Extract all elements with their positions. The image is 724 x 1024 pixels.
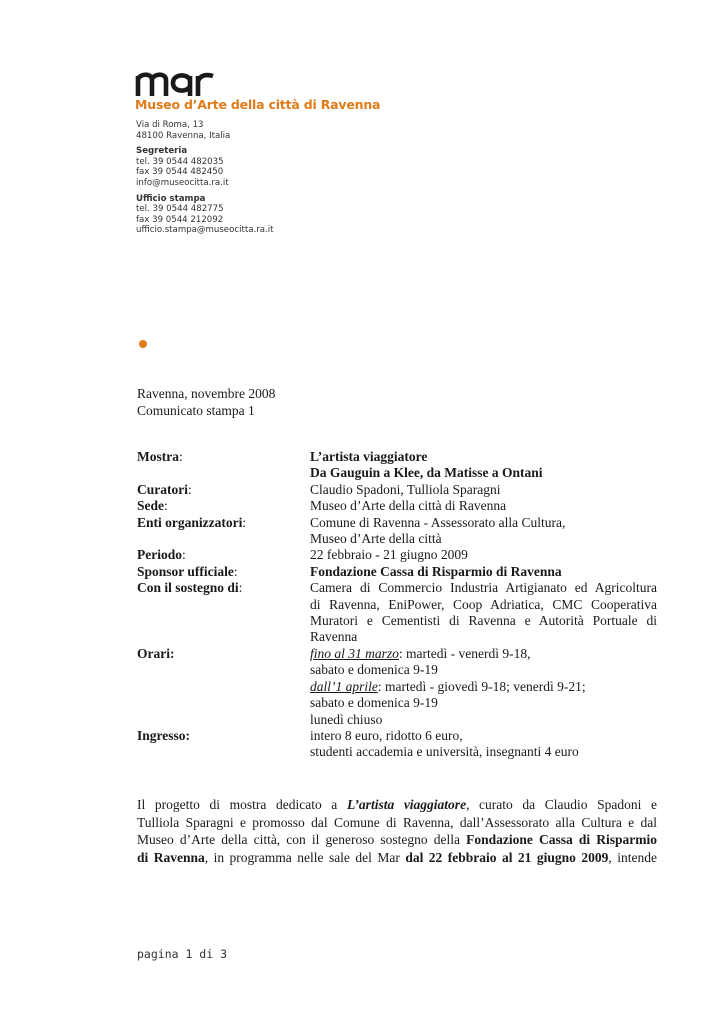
info-row-sede: Sede: Museo d’Arte della città di Ravenna (137, 498, 657, 514)
body-paragraph (137, 796, 657, 866)
orari-closed-day: lunedì chiuso (310, 711, 383, 727)
body-text: , curato da Claudio Spadoni e (466, 797, 658, 812)
info-row-mostra: Mostra: L’artista viaggiatore Da Gauguin a Klee, da Matisse a Ontani (137, 449, 657, 482)
enti-label: Enti organizzatori (137, 514, 243, 530)
info-row-ingresso (137, 728, 657, 761)
ufficio-stampa-email: ufficio.stampa@museocitta.ra.it (136, 225, 274, 236)
ufficio-stampa-phone: tel. 39 0544 482775 (136, 204, 224, 215)
place-date: Ravenna, novembre 2008 (137, 386, 276, 401)
curatori-value: Claudio Spadoni, Tulliola Sparagni (310, 481, 501, 497)
sostegno-line: Muratori e Cementisti di Ravenna e Autorità Portuale di (310, 613, 657, 629)
segreteria-title: Segreteria (136, 146, 188, 157)
segreteria-email: info@museocitta.ra.it (136, 177, 229, 188)
orari-period-1: fino al 31 marzo (310, 645, 399, 661)
sponsor-inline: Fondazione Cassa di Risparmio (466, 832, 657, 848)
info-row-sponsor: Sponsor ufficiale: Fondazione Cassa di Risparmio di Ravenna (137, 564, 657, 580)
body-text: Museo d’Arte della città, con il generoso sostegno della (137, 832, 467, 848)
orari-period-2-weekend: sabato e domenica 9-19 (310, 695, 438, 711)
info-row-orari (137, 646, 657, 728)
orari-period-2: dall’1 aprile (310, 678, 378, 694)
orari-period-1-weekend: sabato e domenica 9-19 (310, 662, 438, 678)
sostegno-label: Con il sostegno di (137, 580, 239, 596)
mostra-label: Mostra (137, 449, 179, 464)
segreteria-phone: tel. 39 0544 482035 (136, 156, 224, 167)
info-row-curatori: Curatori: Claudio Spadoni, Tulliola Sparagni (137, 482, 657, 498)
ufficio-stampa-title: Ufficio stampa (136, 193, 206, 204)
mar-logo-mark (135, 66, 217, 98)
address-line: Via di Roma, 13 (136, 120, 204, 130)
page-number: pagina 1 di 3 (137, 947, 228, 961)
sede-value: Museo d’Arte della città di Ravenna (310, 498, 507, 514)
body-text: , intende (608, 849, 657, 865)
sponsor-label: Sponsor ufficiale (137, 563, 234, 579)
dates-inline: dal 22 febbraio al 21 giugno 2009 (405, 849, 609, 865)
info-row-enti: Enti organizzatori: Comune di Ravenna - Assessorato alla Cultura, Museo d’Arte della città (137, 515, 657, 548)
orari-period-2-hours: : martedì - giovedì 9-18; venerdì 9-21; (377, 678, 586, 694)
sostegno-line: di Ravenna, EniPower, Coop Adriatica, CMC Cooperativa (310, 596, 657, 612)
periodo-value: 22 febbraio - 21 giugno 2009 (310, 547, 468, 563)
enti-line: Museo d’Arte della città (310, 531, 442, 547)
sostegno-line: Ravenna (310, 629, 358, 645)
release-number: Comunicato stampa 1 (137, 403, 255, 418)
orari-label: Orari: (137, 645, 175, 661)
info-row-periodo: Periodo: 22 febbraio - 21 giugno 2009 (137, 547, 657, 563)
mar-logo (135, 66, 217, 98)
exhibition-subtitle: Da Gauguin a Klee, da Matisse a Ontani (310, 465, 543, 481)
info-row-sostegno: Con il sostegno di: Camera di Commercio Industria Artigianato ed Agricoltura di Ravenna, EniPower, Coop Adriatica, CMC Cooperativa Muratori e Cementisti di Ravenna e Autorità Portuale di Ravenna (137, 580, 657, 645)
ingresso-line: intero 8 euro, ridotto 6 euro, (310, 727, 463, 743)
exhibition-title: L’artista viaggiatore (310, 449, 428, 464)
orange-bullet-decoration (139, 340, 147, 348)
body-text: Tulliola Sparagni e promosso dal Comune di Ravenna, dall’Assessorato alla Cultura e dal (137, 814, 657, 830)
contact-block (136, 120, 273, 236)
ufficio-stampa-fax: fax 39 0544 212092 (136, 214, 224, 225)
museum-name: Museo d’Arte della città di Ravenna (135, 97, 381, 112)
segreteria-fax: fax 39 0544 482450 (136, 167, 224, 178)
sede-label: Sede (137, 498, 164, 514)
sponsor-inline: di Ravenna (137, 849, 205, 865)
address-line: 48100 Ravenna, Italia (136, 130, 231, 141)
sostegno-line: Camera di Commercio Industria Artigianato ed Agricoltura (310, 580, 657, 596)
dateline (137, 385, 275, 419)
periodo-label: Periodo (137, 547, 182, 563)
body-text: Il progetto di mostra dedicato a (137, 797, 347, 812)
ingresso-line: studenti accademia e università, insegnanti 4 euro (310, 744, 579, 760)
enti-line: Comune di Ravenna - Assessorato alla Cultura, (310, 514, 566, 530)
ingresso-label: Ingresso: (137, 727, 191, 743)
curatori-label: Curatori (137, 481, 188, 497)
sponsor-value: Fondazione Cassa di Risparmio di Ravenna (310, 563, 562, 579)
exhibition-info-table (137, 449, 657, 761)
body-text: , in programma nelle sale del Mar (204, 849, 406, 865)
exhibition-title-inline: L’artista viaggiatore (346, 797, 467, 812)
orari-period-1-hours: : martedì - venerdì 9-18, (398, 645, 531, 661)
